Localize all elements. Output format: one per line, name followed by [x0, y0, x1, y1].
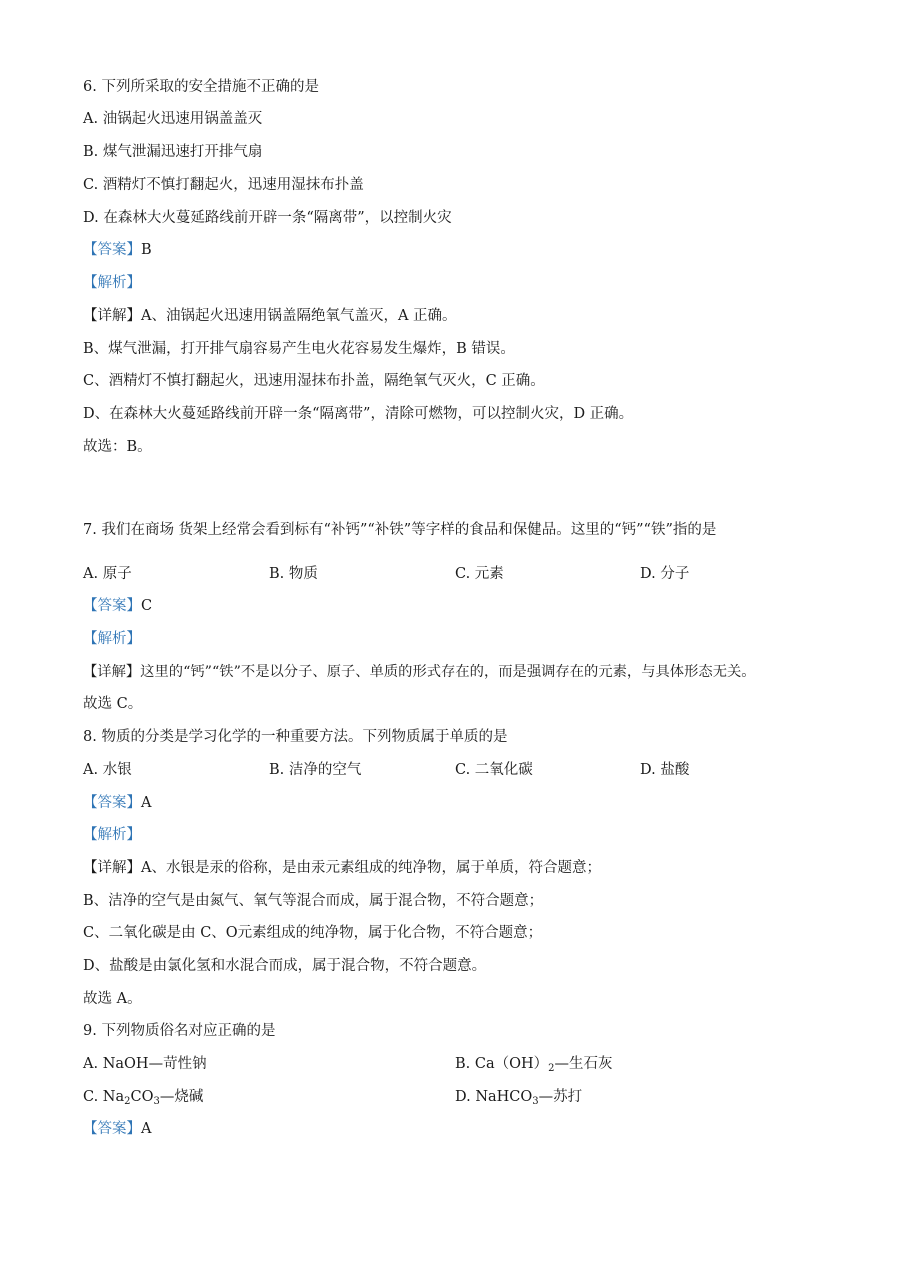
q8-answer: [83, 793, 151, 813]
chemical-formula: NaOH: [102, 1056, 149, 1072]
q7-analysis-tag: 【解析】: [83, 631, 141, 647]
q8-option-d: D. 盐酸: [640, 762, 690, 778]
q7-option-d: D. 分子: [640, 566, 690, 582]
q9-option-d: D. NaHCO$_3$—苏打: [455, 1089, 583, 1107]
q7-option-b: B. 物质: [269, 566, 318, 582]
q9-answer: [83, 1119, 151, 1139]
q8-detail-line: D、盐酸是由氯化氢和水混合而成，属于混合物，不符合题意。: [83, 958, 487, 974]
q9-option-a: A. NaOH—苛性钠: [83, 1056, 207, 1072]
answer-tag: 【答案】: [83, 242, 141, 258]
q8-detail-line: C、二氧化碳是由 C、O元素组成的纯净物，属于化合物，不符合题意；: [83, 925, 543, 941]
q8-option-c: C. 二氧化碳: [455, 762, 533, 778]
q6-analysis-tag: 【解析】: [83, 275, 141, 291]
q6-option-a: A. 油锅起火迅速用锅盖盖灭: [83, 111, 263, 127]
q9-option-b: B. $Ca(OH)_2—$生石灰: [455, 1056, 613, 1074]
answer-tag: 【答案】: [83, 795, 141, 811]
chemical-formula: Na: [102, 1089, 125, 1105]
q7-option-c: C. 元素: [455, 566, 504, 582]
q6-detail-line: C、酒精灯不慎打翻起火，迅速用湿抹布扑盖，隔绝氧气灭火，C 正确。: [83, 373, 545, 389]
q6-detail-line: D、在森林大火蔓延路线前开辟一条“隔离带”，清除可燃物，可以控制火灾，D 正确。: [83, 406, 634, 422]
answer-value: A: [141, 1121, 152, 1137]
q8-stem: 8. 物质的分类是学习化学的一种重要方法。下列物质属于单质的是: [83, 729, 508, 745]
answer-tag: 【答案】: [83, 1121, 141, 1137]
q6-detail-line: B、煤气泄漏，打开排气扇容易产生电火花容易发生爆炸，B 错误。: [83, 341, 515, 357]
q6-option-c: C. 酒精灯不慎打翻起火，迅速用湿抹布扑盖: [83, 177, 364, 193]
q6-detail-line: 【详解】A、油锅起火迅速用锅盖隔绝氧气盖灭，A 正确。: [83, 308, 457, 324]
q7-detail-line: 【详解】这里的“钙”“铁”不是以分子、原子、单质的形式存在的，而是强调存在的元素，与具体形态无关。: [83, 664, 756, 680]
q6-option-d: D. 在森林大火蔓延路线前开辟一条“隔离带”，以控制火灾: [83, 210, 452, 226]
q6-conclusion: 故选：B。: [83, 439, 152, 455]
q9-stem: 9. 下列物质俗名对应正确的是: [83, 1023, 276, 1039]
q8-detail-line: B、洁净的空气是由氮气、氧气等混合而成，属于混合物，不符合题意；: [83, 893, 544, 909]
q7-stem: 7. 我们在商场 货架上经常会看到标有“补钙”“补铁”等字样的食品和保健品。这里的“钙”“铁”指的是: [83, 522, 717, 538]
q8-analysis-tag: 【解析】: [83, 827, 141, 843]
q7-option-a: A. 原子: [83, 566, 132, 582]
q8-option-a: A. 水银: [83, 762, 132, 778]
answer-tag: 【答案】: [83, 598, 141, 614]
answer-value: B: [141, 242, 152, 258]
q8-option-b: B. 洁净的空气: [269, 762, 362, 778]
chemical-formula: NaHCO: [475, 1089, 533, 1105]
q7-answer: [83, 596, 152, 616]
q8-detail-line: 【详解】A、水银是汞的俗称，是由汞元素组成的纯净物，属于单质，符合题意；: [83, 860, 601, 876]
q6-option-b: B. 煤气泄漏迅速打开排气扇: [83, 144, 263, 160]
q8-conclusion: 故选 A。: [83, 991, 142, 1007]
q6-stem: 6. 下列所采取的安全措施不正确的是: [83, 79, 319, 95]
chemical-formula: Ca（OH）: [474, 1056, 549, 1072]
q9-option-c: C. $Na_2CO_3—$烧碱: [83, 1089, 204, 1107]
answer-value: C: [141, 598, 153, 614]
answer-value: A: [141, 795, 152, 811]
q6-answer: [83, 240, 152, 260]
q7-conclusion: 故选 C。: [83, 696, 143, 712]
